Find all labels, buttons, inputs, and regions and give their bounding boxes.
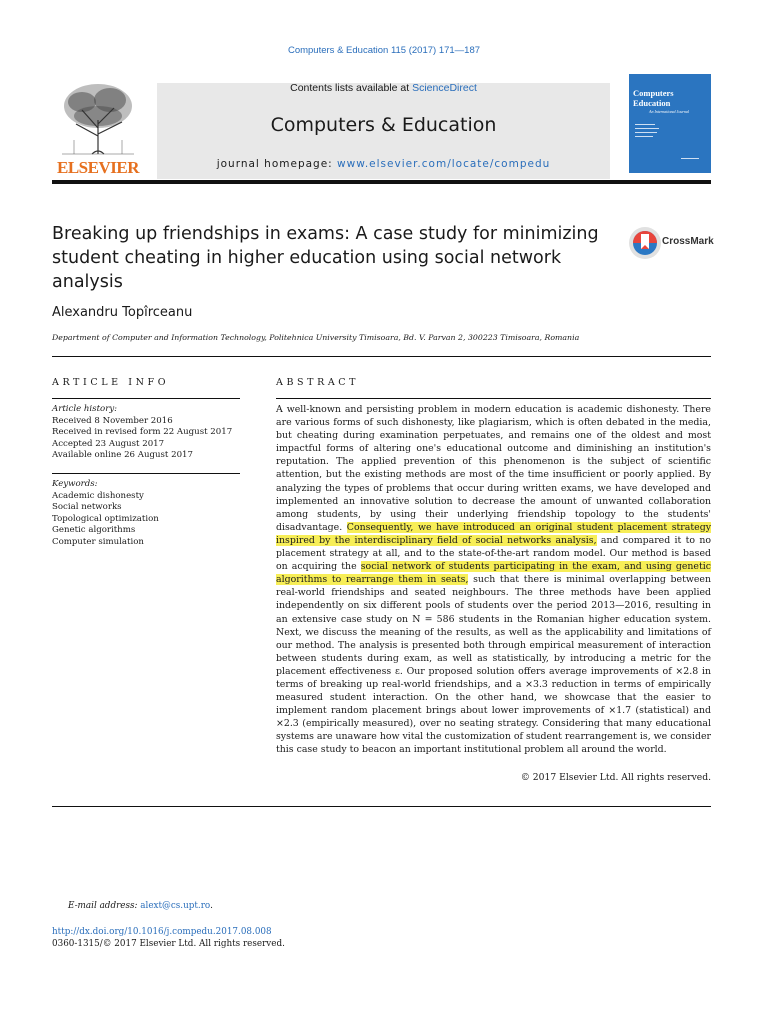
email-link[interactable]: alext@cs.upt.ro [140, 901, 211, 911]
history-label: Article history: [52, 404, 118, 414]
homepage-line [157, 158, 610, 170]
keyword-item: Academic dishonesty [52, 490, 144, 501]
cover-text-line [681, 158, 699, 159]
email-suffix: . [210, 901, 213, 911]
divider [52, 398, 240, 399]
abstract-highlight: social network of students participating in the exam, and using genetic algorithms to rearrange them in seats, [276, 561, 711, 586]
email-label: E-mail address: [68, 901, 141, 911]
cover-subtitle: An International Journal [649, 109, 689, 114]
keyword-item: Social networks [52, 502, 122, 513]
cover-text-line [635, 136, 653, 137]
header-rule [52, 180, 711, 184]
journal-reference[interactable]: Computers & Education 115 (2017) 171—187 [287, 45, 481, 56]
homepage-link[interactable]: www.elsevier.com/locate/compedu [337, 158, 551, 170]
cover-text-line [635, 132, 657, 133]
divider [52, 473, 240, 474]
history-item: Received in revised form 22 August 2017 [52, 427, 233, 438]
paper-title: Breaking up friendships in exams: A case study for minimizing student cheating in higher education using social network analysis [52, 224, 599, 292]
publisher-name: ELSEVIER [57, 158, 139, 177]
crossmark-icon[interactable] [628, 226, 662, 260]
doi-link[interactable]: http://dx.doi.org/10.1016/j.compedu.2017.08.008 [52, 927, 272, 937]
journal-title: Computers & Education [270, 114, 497, 136]
homepage-prefix: journal homepage: [216, 158, 338, 170]
abstract-text [276, 403, 711, 757]
divider [52, 806, 711, 807]
history-item: Available online 26 August 2017 [52, 450, 193, 461]
copyright: © 2017 Elsevier Ltd. All rights reserved. [520, 772, 711, 783]
article-history [52, 404, 240, 462]
keywords-label: Keywords: [52, 479, 98, 489]
cover-text-line [635, 124, 655, 125]
keyword-item: Genetic algorithms [52, 525, 136, 536]
email-line [68, 901, 213, 911]
article-info-heading: ARTICLE INFO [52, 377, 170, 388]
contents-prefix: Contents lists available at [290, 82, 413, 94]
issn-line: 0360-1315/© 2017 Elsevier Ltd. All rights reserved. [52, 939, 285, 949]
history-item: Received 8 November 2016 [52, 415, 173, 426]
sciencedirect-link[interactable]: ScienceDirect [412, 82, 477, 94]
cover-title: Computers Education [633, 88, 674, 108]
author-name: Alexandru Topîrceanu [52, 305, 193, 320]
divider [276, 398, 711, 399]
contents-line [157, 82, 610, 94]
crossmark-label[interactable]: CrossMark [662, 236, 714, 247]
divider [52, 356, 711, 357]
cover-text-line [635, 128, 659, 129]
keyword-item: Computer simulation [52, 536, 144, 547]
abstract-heading: ABSTRACT [276, 377, 360, 388]
history-item: Accepted 23 August 2017 [52, 438, 165, 449]
abstract-part: such that there is minimal overlapping between real-world friendships and seated neighbours. The three methods have been applied independently on six different pools of students over the period 2013—2016, resulting in an extensive case study on N = 586 students in the Romanian higher education system. Next, we discuss the meaning of the results, as well as the applicability and limitations of our method. The analysis is presented both through empirical measurement of interaction between students during exam, as well as statistically, by introducing a metric for the placement effectiveness ε. Our proposed solution offers average improvements of ×2.8 in terms of breaking up real-world friendships, and a ×3.3 reduction in terms of empirically measured student interaction. On the other hand, we showcase that the easier to implement random placement brings about lower improvements of ×1.7 (statistical) and ×2.3 (empirically measured), over no seating strategy. Considering that many educational systems are unaware how vital the customization of student rearrangement is, we consider this case study to beacon an important institutional problem all around the world. [276, 574, 712, 756]
abstract-highlight: Consequently, we have introduced an original student placement strategy inspired by the interdisciplinary field of social networks analysis, [276, 521, 711, 546]
keywords [52, 479, 240, 549]
abstract-part: and compared it to no placement strategy at all, and to the state-of-the-art random model. Our method is based on acquiring the [276, 534, 711, 573]
affiliation: Department of Computer and Information Technology, Politehnica University Timisoara, Bd. V. Parvan 2, 300223 Timisoara, Romania [52, 333, 580, 342]
journal-cover[interactable] [629, 74, 711, 173]
keyword-item: Topological optimization [52, 513, 159, 524]
abstract-part: A well-known and persisting problem in modern education is academic dishonesty. There are various forms of such dishonesty, like plagiarism, which is often debated in the media, but cheating during examination perpetuates, and remains one of the oldest and most impactful forms of altering one's educational outcome and diminishing an institution's reputation. The applied prevention of this phenomenon is the subject of scientific attention, but the existing methods are most of the time insufficient or poorly applied. By analyzing the types of problems that occur during written exams, we have developed and implemented an innovative solution to decrease the amount of unwanted collaboration among students, by using their underlying friendship topology to the students' disadvantage. [276, 404, 711, 533]
